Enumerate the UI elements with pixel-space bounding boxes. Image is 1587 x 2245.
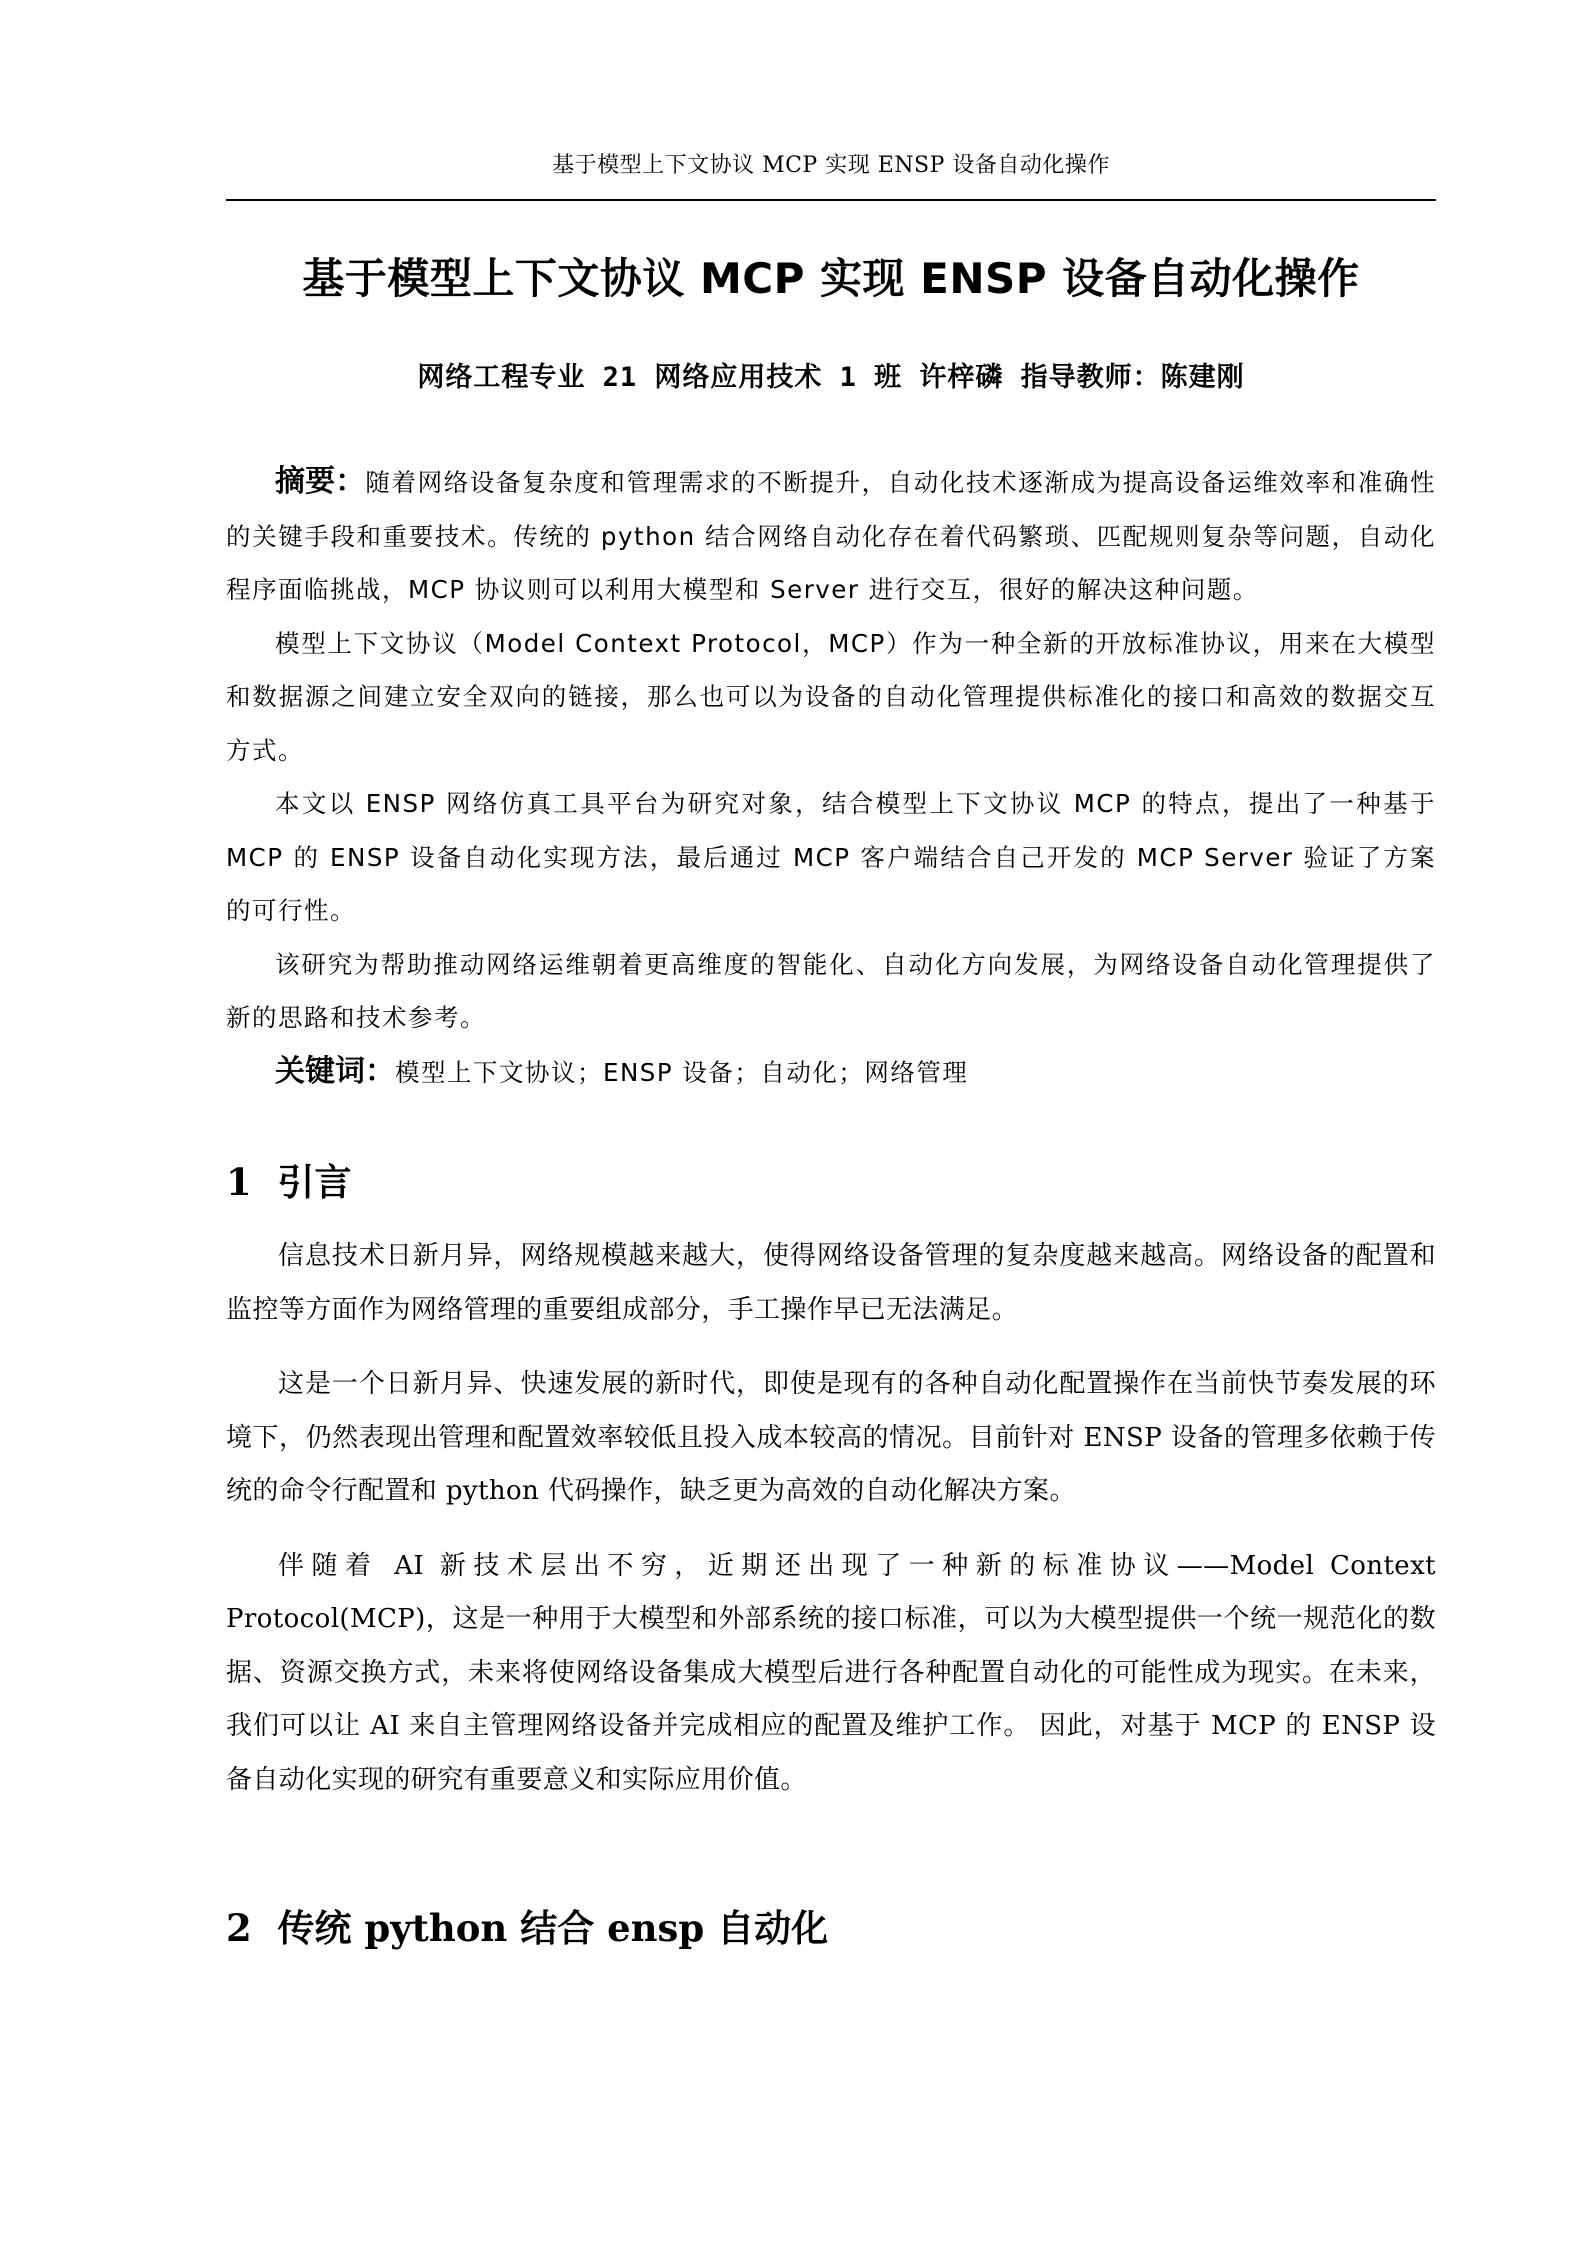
body-paragraph: 伴随着 AI 新技术层出不穷，近期还出现了一种新的标准协议——Model Context Protocol(MCP)，这是一种用于大模型和外部系统的接口标准，可以为大模型提供一个统一规范化的数据、资源交换方式，未来将使网络设备集成大模型后进行各种配置自动化的可能性成为现实。在未来，我们可以让 AI 来自主管理网络设备并完成相应的配置及维护工作。 因此，对基于 MCP 的 ENSP 设备自动化实现的研究有重要意义和实际应用价值。: [226, 1550, 1436, 1795]
abstract-paragraph: 模型上下文协议（Model Context Protocol，MCP）作为一种全新的开放标准协议，用来在大模型和数据源之间建立安全双向的链接，那么也可以为设备的自动化管理提供标准化的接口和高效的数据交互方式。: [226, 628, 1436, 765]
header-rule: [226, 199, 1436, 201]
abstract-paragraph: 该研究为帮助推动网络运维朝着更高维度的智能化、自动化方向发展，为网络设备自动化管理提供了新的思路和技术参考。: [226, 949, 1436, 1032]
abstract-label: 摘要：: [275, 464, 366, 499]
section-number: 1: [226, 1160, 252, 1204]
section-title: 引言: [277, 1160, 352, 1204]
section-1-body: [226, 1230, 1436, 1828]
abstract-block: [226, 455, 1436, 1099]
section-heading-1: [226, 1152, 352, 1206]
body-paragraph: 信息技术日新月异，网络规模越来越大，使得网络设备管理的复杂度越来越高。网络设备的配置和监控等方面作为网络管理的重要组成部分，手工操作早已无法满足。: [226, 1241, 1436, 1325]
abstract-text: 随着网络设备复杂度和管理需求的不断提升，自动化技术逐渐成为提高设备运维效率和准确性的关键手段和重要技术。传统的 python 结合网络自动化存在着代码繁琐、匹配规则复杂等问题，自动化程序面临挑战，MCP 协议则可以利用大模型和 Server 进行交互，很好的解决这种问题。: [226, 468, 1437, 604]
section-number: 2: [226, 1906, 252, 1950]
abstract-paragraph: 本文以 ENSP 网络仿真工具平台为研究对象，结合模型上下文协议 MCP 的特点，提出了一种基于 MCP 的 ENSP 设备自动化实现方法，最后通过 MCP 客户端结合自己开发的 MCP Server 验证了方案的可行性。: [226, 789, 1436, 925]
keywords-line: [226, 1045, 1436, 1100]
body-paragraph: 这是一个日新月异、快速发展的新时代，即使是现有的各种自动化配置操作在当前快节奏发展的环境下，仍然表现出管理和配置效率较低且投入成本较高的情况。目前针对 ENSP 设备的管理多依赖于传统的命令行配置和 python 代码操作，缺乏更为高效的自动化解决方案。: [226, 1369, 1436, 1506]
section-title: 传统 python 结合 ensp 自动化: [277, 1906, 829, 1950]
abstract-paragraph: [226, 455, 1436, 617]
paper-title: 基于模型上下文协议 MCP 实现 ENSP 设备自动化操作: [302, 254, 1360, 303]
author-line: 网络工程专业 21 网络应用技术 1 班 许梓磷 指导教师：陈建刚: [417, 362, 1245, 393]
keywords-label: 关键词：: [275, 1053, 395, 1089]
section-heading-2: [226, 1898, 828, 1952]
keywords-text: 模型上下文协议；ENSP 设备；自动化；网络管理: [395, 1057, 969, 1087]
running-header: 基于模型上下文协议 MCP 实现 ENSP 设备自动化操作: [552, 153, 1110, 178]
